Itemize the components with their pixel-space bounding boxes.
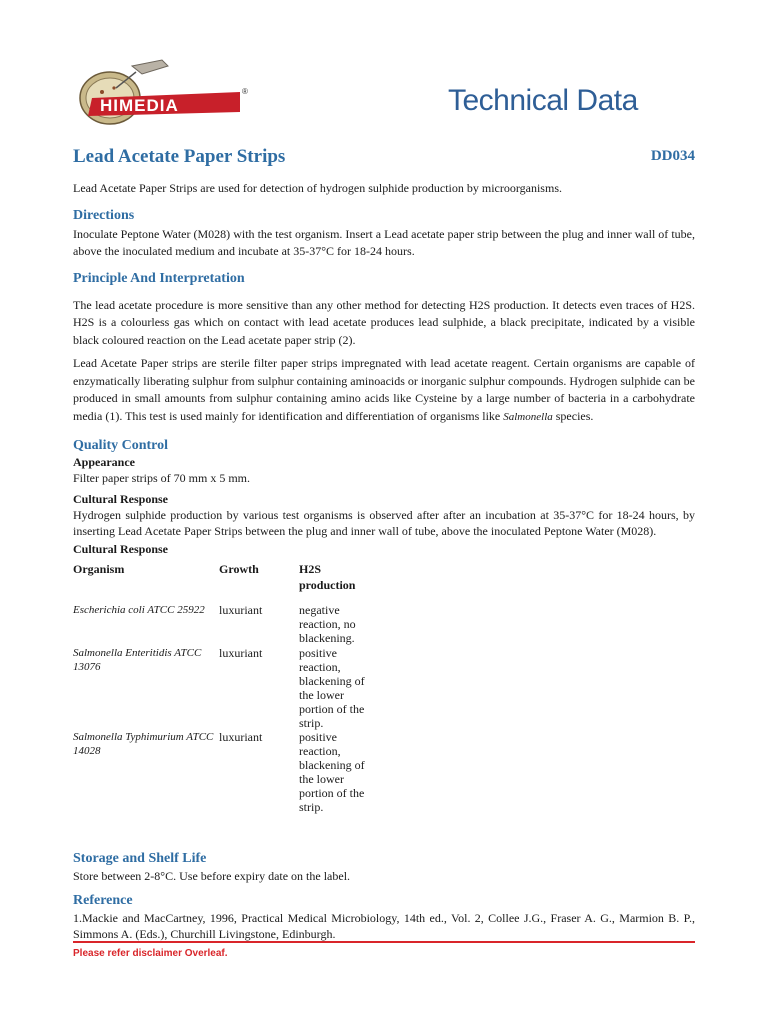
directions-heading: Directions — [73, 207, 135, 223]
appearance-label: Appearance — [73, 455, 135, 469]
logo-brand-text: HIMEDIA — [100, 96, 179, 115]
cultural-response-table — [73, 561, 695, 851]
principle-paragraph-1: The lead acetate procedure is more sensitive than any other method for detecting H2S production. It detects even traces of H2S. H2S is a colourless gas which on contact with lead acetate produces lead sulphide, a black precipitate, indicated by a visible black coloured reaction on the Lead acetate paper strip (2). — [73, 297, 695, 347]
table-row-2-organism: Salmonella Enteritidis ATCC 13076 — [73, 646, 202, 673]
reference-text: 1.Mackie and MacCartney, 1996, Practical Medical Microbiology, 14th ed., Vol. 2, Collee J.G., Fraser A. G., Marmion B. P., Simmons A. (Eds.), Churchill Livingstone, Edinburgh. — [73, 911, 695, 941]
footer-disclaimer: Please refer disclaimer Overleaf. — [73, 948, 228, 959]
column-header-organism: Organism — [73, 561, 125, 576]
document-title: Lead Acetate Paper Strips — [73, 146, 286, 167]
title-row — [73, 146, 695, 176]
page-header — [0, 0, 768, 140]
storage-text: Store between 2-8°C. Use before expiry date on the label. — [73, 868, 351, 883]
table-row-3-organism: Salmonella Typhimurium ATCC 14028 — [73, 730, 214, 757]
table-row-1-organism: Escherichia coli ATCC 25922 — [73, 603, 205, 616]
quality-control-heading: Quality Control — [73, 438, 169, 453]
column-header-h2s: H2S production — [299, 561, 356, 592]
principle-paragraph-2 — [73, 355, 695, 426]
document-code: DD034 — [650, 148, 695, 164]
principle-text-b: species. — [555, 408, 594, 423]
salmonella-italic: Salmonella — [503, 410, 553, 423]
table-row-2-h2s: positive reaction, blackening of the lower portion of the strip. — [299, 645, 365, 730]
storage-heading: Storage and Shelf Life — [73, 850, 207, 866]
directions-text: Inoculate Peptone Water (M028) with the test organism. Insert a Lead acetate paper strip between the plug and inner wall of tube, above the inoculated medium and incubate at 35-37°C for 18-24 hours. — [73, 226, 695, 258]
document-body — [73, 146, 695, 942]
table-row-1-growth: luxuriant — [219, 602, 263, 617]
table-row-2-growth: luxuriant — [219, 645, 263, 660]
table-label: Cultural Response — [73, 541, 169, 556]
intro-text: Lead Acetate Paper Strips are used for detection of hydrogen sulphide production by microorganisms. — [73, 181, 562, 195]
principle-heading: Principle And Interpretation — [73, 270, 245, 286]
table-row-3-growth: luxuriant — [219, 729, 263, 744]
reference-heading: Reference — [73, 893, 133, 908]
table-row-1-h2s: negative reaction, no blackening. — [299, 602, 356, 645]
himedia-logo — [72, 58, 262, 128]
footer-divider — [73, 941, 695, 943]
cultural-response-label: Cultural Response — [73, 491, 169, 506]
table-row-3-h2s: positive reaction, blackening of the lower portion of the strip. — [299, 729, 365, 814]
principle-text-a: Lead Acetate Paper strips are sterile filter paper strips impregnated with lead acetate reagent. Certain organisms are capable of enzymatically liberating sulphur from sulphur containing aminoacids or inorganic sulphur compounds. Hydrogen sulphide can be produced in small amounts from sulphur containing amino acids like Cysteine by a large number of bacteria in a carbohydrate media (1). This test is used mainly for identification and differentiation of organisms like — [73, 356, 695, 423]
cultural-response-text: Hydrogen sulphide production by various test organisms is observed after after an incubation at 35-37°C for 18-24 hours, by inserting Lead Acetate Paper Strips between the plug and inner wall of tube, above the inoculated Peptone Water (M028). — [73, 507, 695, 538]
column-header-growth: Growth — [219, 561, 259, 576]
section-title: Technical Data — [448, 84, 638, 117]
registered-mark: ® — [242, 87, 248, 96]
appearance-text: Filter paper strips of 70 mm x 5 mm. — [73, 471, 250, 485]
